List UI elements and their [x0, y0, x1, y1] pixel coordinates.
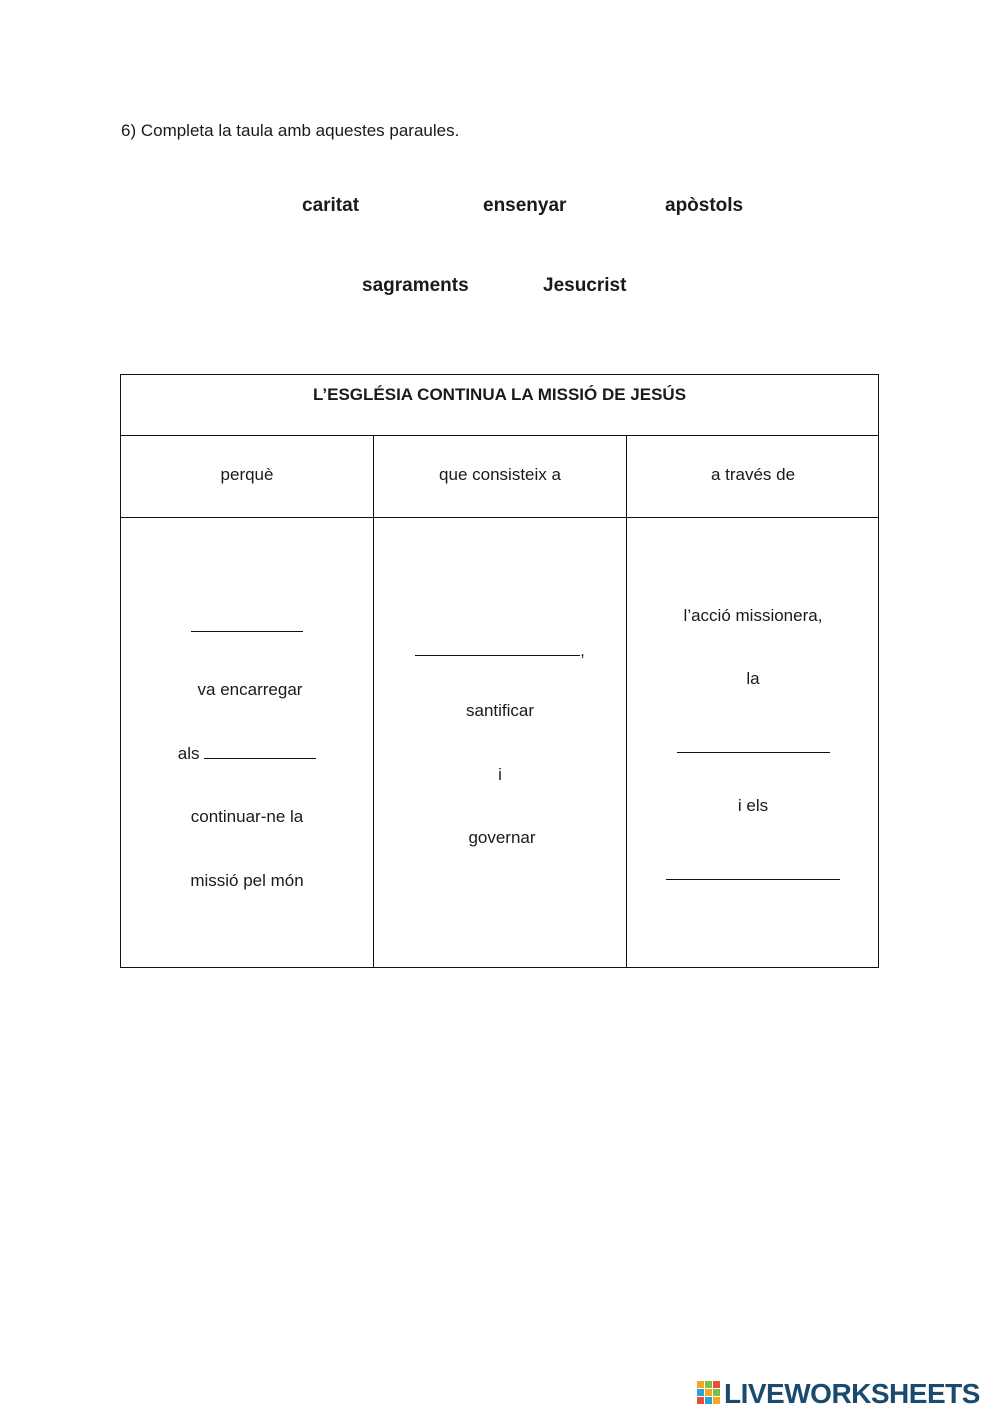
col1-text-with-blank: [121, 744, 373, 764]
logo-mark-icon: [697, 1380, 721, 1408]
col2-blank-line: [374, 641, 626, 661]
word-bank-item: caritat: [302, 195, 360, 216]
col2-text: santificar: [465, 701, 535, 720]
header-que-consisteix: que consisteix a: [439, 465, 561, 484]
col3-text: l’acció missionera,: [683, 606, 823, 625]
table-title: L’ESGLÉSIA CONTINUA LA MISSIÓ DE JESÚS: [121, 375, 878, 436]
word-bank-item: apòstols: [665, 195, 744, 216]
comma: ,: [580, 641, 585, 660]
col2-text: i: [498, 765, 502, 784]
mission-table: [120, 374, 879, 968]
answer-blank[interactable]: [121, 617, 373, 637]
col3-text: la: [746, 669, 760, 688]
liveworksheets-logo: [697, 1378, 980, 1410]
col1-text: continuar-ne la: [190, 807, 304, 826]
col3-text: i els: [737, 796, 769, 815]
col1-text: va encarregar: [197, 680, 303, 699]
col2-text: governar: [468, 828, 536, 847]
answer-blank[interactable]: [204, 746, 316, 759]
col1-prefix: als: [177, 744, 200, 763]
row-divider: [121, 517, 878, 518]
word-bank-item: sagraments: [362, 275, 469, 296]
logo-text: LIVEWORKSHEETS: [724, 1378, 980, 1409]
header-a-traves-de: a través de: [710, 465, 796, 484]
answer-blank[interactable]: [627, 865, 879, 885]
instruction-text: 6) Completa la taula amb aquestes paraules.: [121, 121, 460, 140]
answer-blank[interactable]: [627, 738, 879, 758]
word-bank-item: ensenyar: [483, 195, 567, 216]
answer-blank[interactable]: [415, 643, 580, 656]
column-divider: [626, 436, 627, 967]
header-perque: perquè: [220, 465, 274, 484]
word-bank-item: Jesucrist: [543, 275, 627, 296]
col1-text: missió pel món: [190, 871, 304, 890]
